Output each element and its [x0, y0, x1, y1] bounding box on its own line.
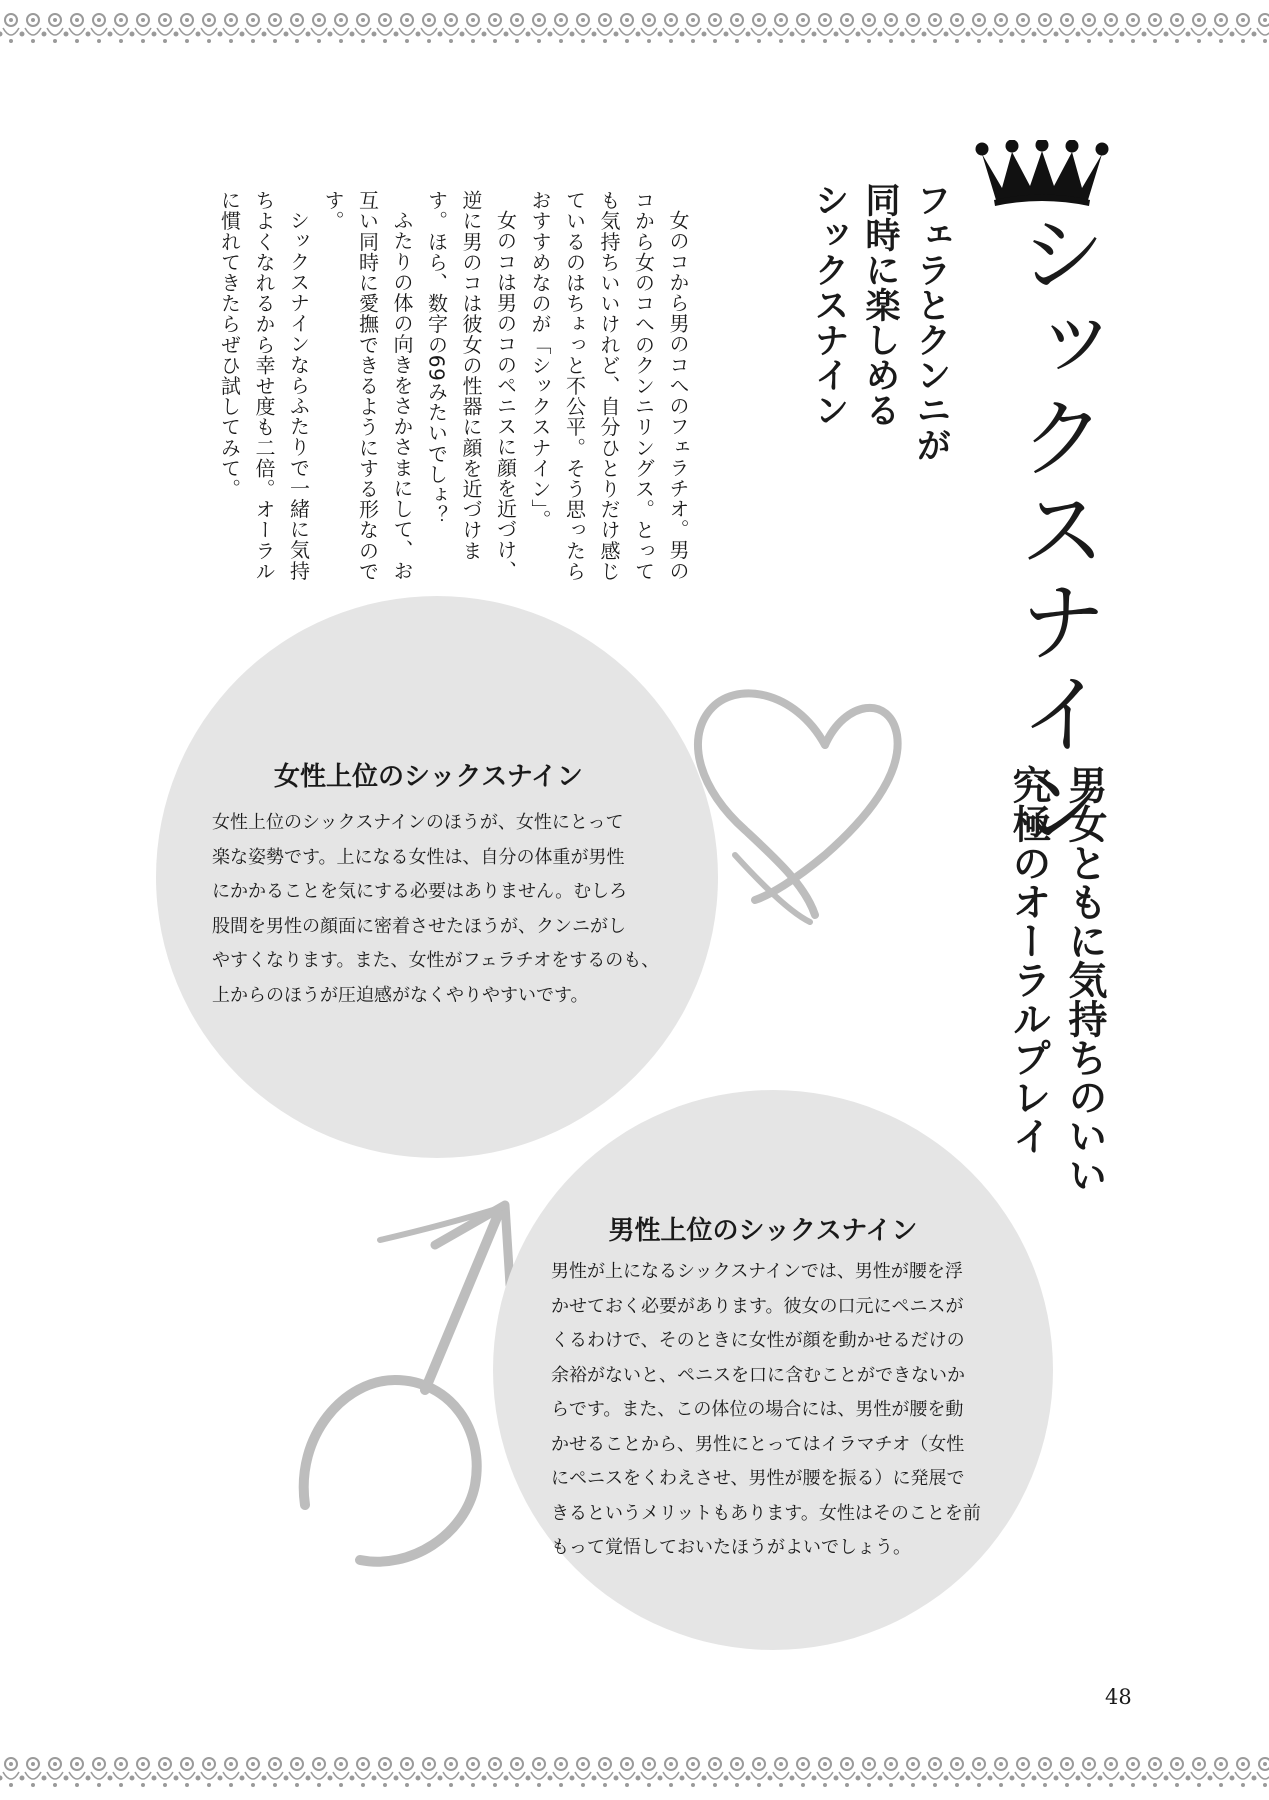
- info-box-female-top: [156, 596, 718, 1158]
- box-line: やすくなります。また、女性がフェラチオをするのも、: [212, 950, 660, 971]
- subtitle-line-2: 究極のオーラルプレイ: [1006, 765, 1052, 1155]
- box-line: くるわけで、そのときに女性が顔を動かせるだけの: [551, 1330, 965, 1351]
- crown-icon: [972, 140, 1112, 208]
- body-paragraph: ふたりの体の向きをさかさまにして、お互い同時に愛撫できるようにする形なのです。: [321, 190, 414, 582]
- box-line: 女性上位のシックスナインのほうが、女性にとって: [212, 812, 624, 833]
- box-body: [212, 806, 680, 1013]
- box-line: かせることから、男性にとってはイラマチオ（女性: [551, 1433, 965, 1455]
- box-line: にペニスをくわえさせ、男性が腰を振る）に発展で: [551, 1468, 965, 1489]
- info-box-male-top: [493, 1090, 1053, 1650]
- box-line: かせておく必要があります。彼女の口元にペニスが: [551, 1295, 964, 1317]
- box-line: きるというメリットもあります。女性はそのことを前: [551, 1502, 981, 1524]
- box-line: 楽な姿勢です。上になる女性は、自分の体重が男性: [212, 846, 625, 868]
- box-line: 股間を男性の顔面に密着させたほうが、クンニがし: [212, 915, 626, 937]
- body-paragraph: シックスナインならふたりで一緒に気持ちよくなれるから幸せ度も二倍。オーラルに慣れてきたらぜひ試してみて。: [217, 190, 311, 582]
- page-number: 48: [1105, 1685, 1132, 1709]
- heading-line-2: 同時に楽しめる: [860, 182, 900, 427]
- top-lace-border: [0, 8, 1269, 48]
- box-line: 男性が上になるシックスナインでは、男性が腰を浮: [551, 1261, 963, 1282]
- heading-line-1: フェラとクンニが: [911, 182, 951, 462]
- body-paragraph: 女のコは男のコのペニスに顔を近づけ、逆に男のコは彼女の性器に顔を近づけます。ほら、数字の69みたいでしょ？: [424, 190, 518, 581]
- box-line: もって覚悟しておいたほうがよいでしょう。: [551, 1537, 911, 1558]
- box-line: にかかることを気にする必要はありません。むしろ: [212, 881, 628, 902]
- box-line: らです。また、この体位の場合には、男性が腰を動: [551, 1399, 964, 1420]
- box-title: 男性上位のシックスナイン: [608, 1216, 918, 1246]
- subtitle-line-1: 男女ともに気持ちのいい: [1062, 765, 1108, 1194]
- body-text: [212, 190, 695, 590]
- heading-line-3: シックスナイン: [809, 182, 849, 427]
- box-title: 女性上位のシックスナイン: [274, 762, 583, 792]
- box-line: 上からのほうが圧迫感がなくやりやすいです。: [212, 984, 589, 1006]
- bottom-lace-border: [0, 1752, 1269, 1792]
- box-body: [551, 1255, 1005, 1566]
- box-line: 余裕がないと、ペニスを口に含むことができないか: [551, 1364, 965, 1386]
- section-heading: [803, 182, 956, 462]
- body-paragraph: 女のコから男のコへのフェラチオ。男のコから女のコへのクンニリングス。とっても気持ちいいけれど、自分ひとりだけ感じているのはちょっと不公平。そう思ったらおすすめなのが「シックスナイン」。: [528, 190, 690, 582]
- page-title: シックスナイン: [1005, 208, 1108, 852]
- page-subtitle: [1001, 765, 1113, 1194]
